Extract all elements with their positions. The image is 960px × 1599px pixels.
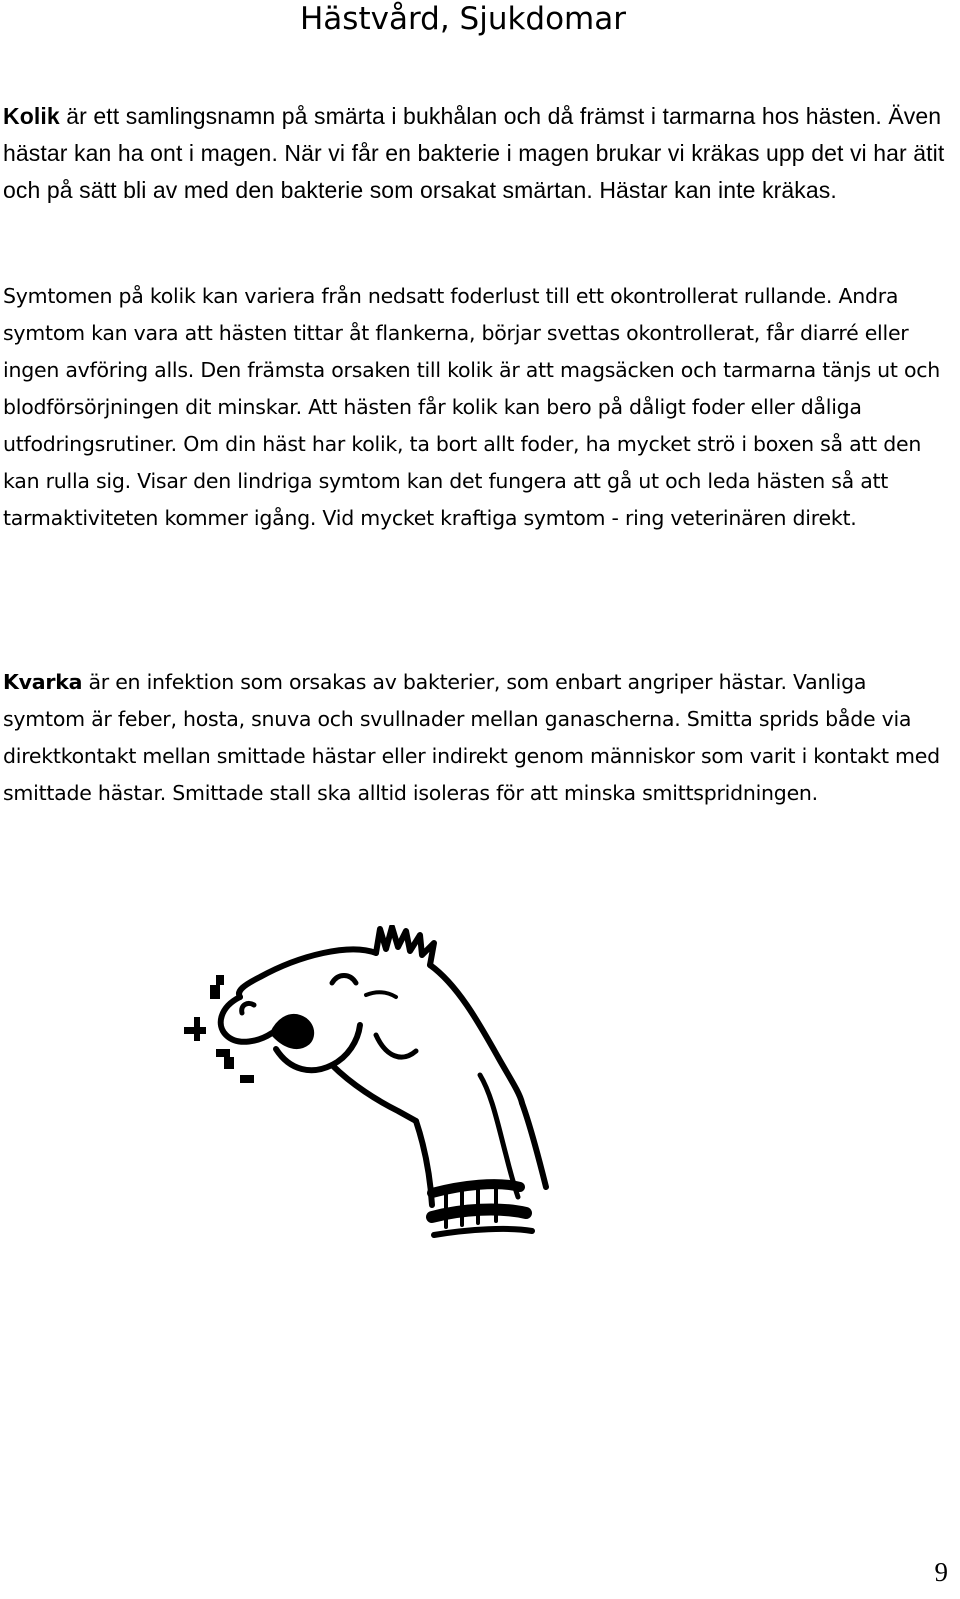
paragraph-kolik-symptoms: Symtomen på kolik kan variera från nedsatt foderlust till ett okontrollerat rullande. Andra symtom kan vara att hästen tittar åt flankerna, börjar svettas okontrollerat, får diarré eller ingen avföring alls. Den främsta orsaken till kolik är att magsäcken och tarmarna tänjs ut och blodförsörjningen dit minskar. Att hästen får kolik kan bero på dåligt foder eller dåliga utfodringsrutiner. Om din häst har kolik, ta bort allt foder, ha mycket strö i boxen så att den kan rulla sig. Visar den lindriga symtom kan det fungera att gå ut och leda hästen så att tarmaktiviteten kommer igång. Vid mycket kraftiga symtom - ring veterinären direkt. — [3, 284, 941, 530]
paragraph-kolik — [3, 98, 948, 209]
page-number: 9 — [934, 1557, 948, 1587]
page-title: Hästvård, Sjukdomar — [299, 1, 626, 37]
kvarka-definition: är en infektion som orsakas av bakterier, som enbart angriper hästar. Vanliga symtom är feber, hosta, snuva och svullnader mellan ganascherna. Smitta sprids både via direktkontakt mellan smittade hästar eller indirekt genom människor som varit i kontakt med smittade hästar. Smittade stall ska alltid isoleras för att minska smittspridningen. — [3, 670, 940, 805]
paragraph-kvarka — [3, 664, 948, 812]
term-kolik: Kolik — [3, 103, 60, 129]
sick-horse-icon — [180, 925, 560, 1240]
kolik-definition: är ett samlingsnamn på smärta i bukhålan och då främst i tarmarna hos hästen. Även hästar kan ha ont i magen. När vi får en bakterie i magen brukar vi kräkas upp det vi har ätit och på sätt bli av med den bakterie som orsakat smärtan. Hästar kan inte kräkas. — [3, 103, 945, 203]
term-kvarka: Kvarka — [3, 670, 83, 694]
